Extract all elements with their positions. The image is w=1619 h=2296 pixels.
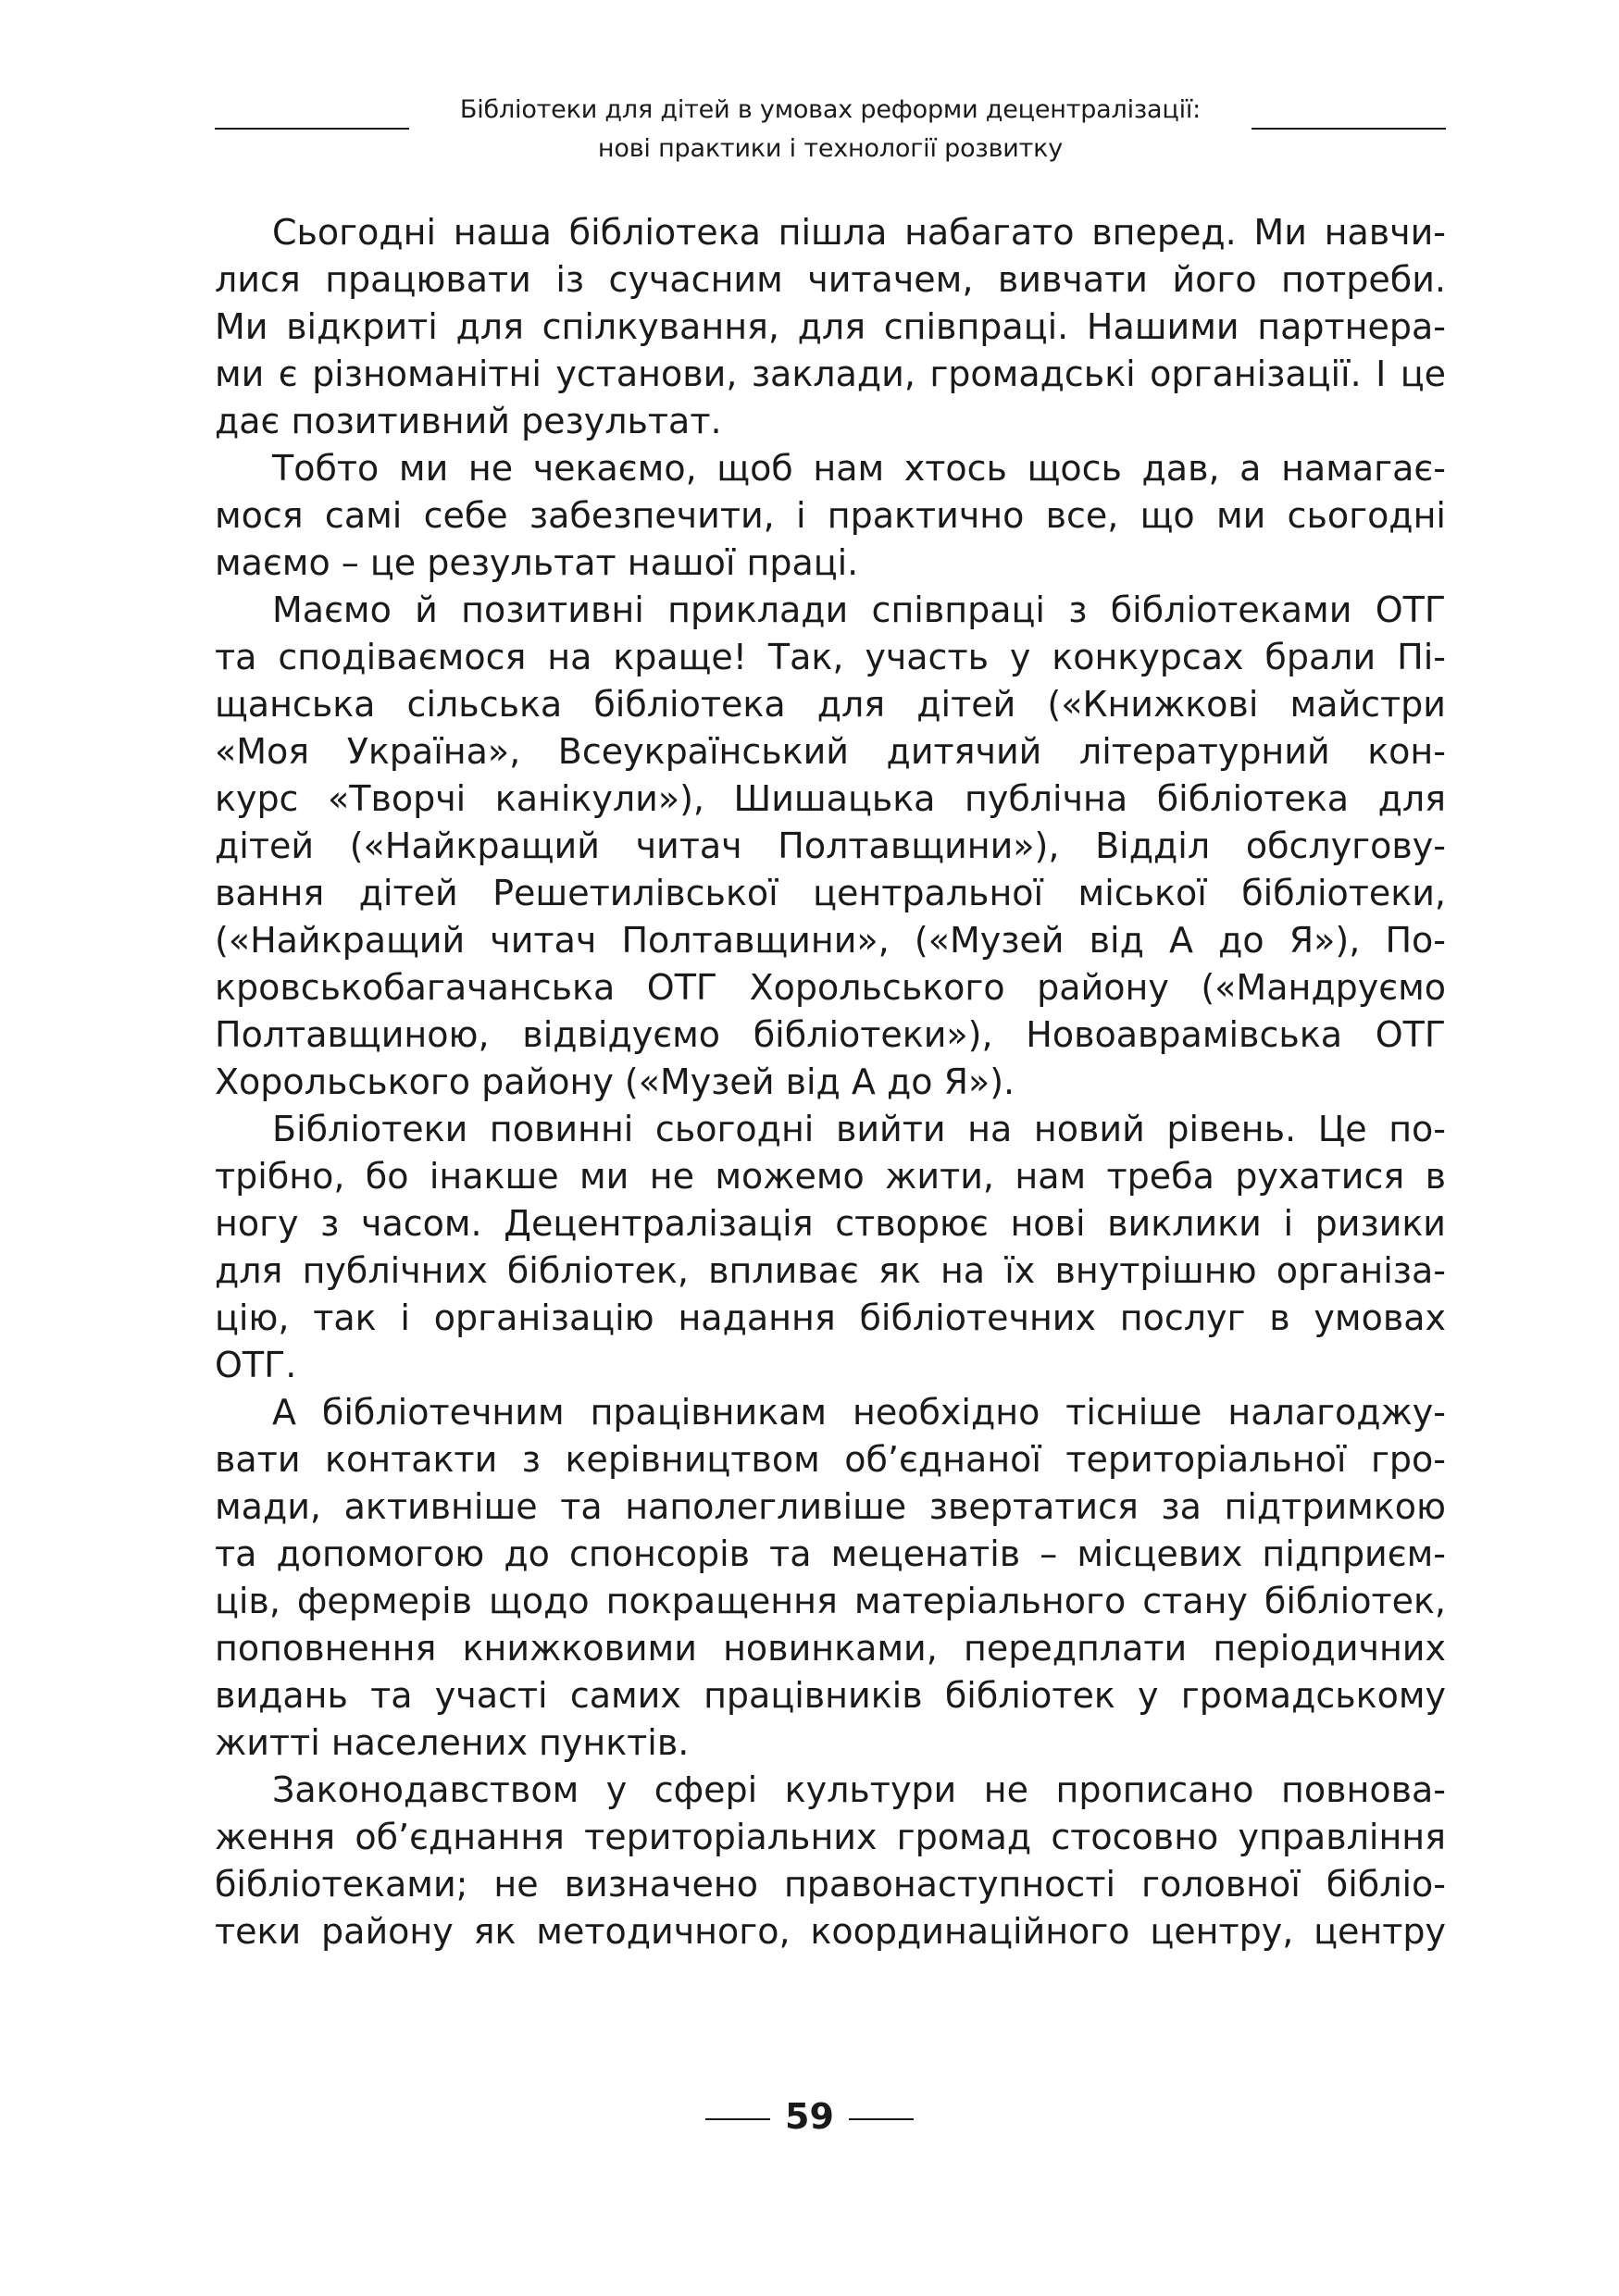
text-line: «Моя Україна», Всеукраїнський дитячий літературний кон- [215,731,1446,772]
text-line: кровськобагачанська ОТГ Хорольського району («Мандруємо [215,967,1446,1008]
text-line: Бібліотеки повинні сьогодні вийти на новий рівень. Це по- [272,1109,1446,1149]
text-line: Маємо й позитивні приклади співпраці з бібліотеками ОТГ [272,590,1446,630]
text-line: щанська сільська бібліотека для дітей («Книжкові майстри [215,684,1446,725]
text-line: видань та участі самих працівників бібліотек у громадському [215,1675,1446,1716]
paragraph [215,1389,1446,1767]
text-line: курс «Творчі канікули»), Шишацька публічна бібліотека для [215,778,1446,819]
text-line: маємо – це результат нашої праці. [215,542,859,583]
text-line: А бібліотечним працівникам необхідно тісніше налагоджу- [272,1392,1446,1433]
text-line: Сьогодні наша бібліотека пішла набагато вперед. Ми навчи- [272,212,1446,253]
text-line: Полтавщиною, відвідуємо бібліотеки»), Новоаврамівська ОТГ [215,1014,1446,1055]
footer-dash-left [705,2118,770,2120]
header-rule-right [1252,128,1446,130]
text-line: дає позитивний результат. [215,401,722,441]
text-line: Тобто ми не чекаємо, щоб нам хтось щось дав, а намагає- [272,448,1446,489]
paragraph [215,445,1446,587]
paragraph [215,1767,1446,1955]
text-line: цію, так і організацію надання бібліотечних послуг в умовах [215,1297,1446,1338]
paragraph [215,587,1446,1106]
page-number: 59 [785,2096,834,2137]
text-line: та допомогою до спонсорів та меценатів – місцевих підприєм- [215,1533,1446,1574]
text-line: вати контакти з керівництвом об’єднаної територіальної гро- [215,1439,1446,1480]
text-line: ми є різноманітні установи, заклади, громадські організації. І це [215,354,1446,394]
text-line: Законодавством у сфері культури не прописано повнова- [272,1769,1446,1810]
text-line: дітей («Найкращий читач Полтавщини»), Відділ обслугову- [215,825,1446,866]
text-line: лися працювати із сучасним читачем, вивчати його потреби. [215,259,1446,300]
text-line: трібно, бо інакше ми не можемо жити, нам треба рухатися в [215,1156,1446,1197]
running-header [215,91,1446,168]
text-line: мося самі себе забезпечити, і практично все, що ми сьогодні [215,495,1446,536]
text-line: теки району як методичного, координаційного центру, центру [215,1911,1446,1952]
text-line: та сподіваємося на краще! Так, участь у конкурсах брали Пі- [215,637,1446,677]
text-line: житті населених пунктів. [215,1722,690,1763]
body-text [215,209,1446,1955]
page-footer [0,2096,1619,2137]
text-line: поповнення книжковими новинками, передплати періодичних [215,1628,1446,1669]
header-rule-left [215,128,409,130]
header-title-line-1: Бібліотеки для дітей в умовах реформи децентралізації: [459,95,1202,124]
text-line: бібліотеками; не визначено правонаступності головної бібліо- [215,1864,1446,1905]
text-line: вання дітей Решетилівської центральної міської бібліотеки, [215,873,1446,913]
paragraph [215,209,1446,445]
text-line: ців, фермерів щодо покращення матеріального стану бібліотек, [215,1581,1446,1621]
text-line: («Найкращий читач Полтавщини», («Музей від А до Я»), По- [215,920,1446,961]
text-line: Ми відкриті для спілкування, для співпраці. Нашими партнера- [215,306,1446,347]
text-line: ногу з часом. Децентралізація створює нові виклики і ризики [215,1203,1446,1244]
text-line: ження об’єднання територіальних громад стосовно управління [215,1817,1446,1857]
text-line: Хорольського району («Музей від А до Я»). [215,1061,1015,1102]
footer-dash-right [849,2118,914,2120]
text-line: мади, активніше та наполегливіше звертатися за підтримкою [215,1486,1446,1527]
text-line: ОТГ. [215,1345,297,1385]
paragraph [215,1106,1446,1389]
header-title-line-2: нові практики і технології розвитку [597,134,1064,163]
text-line: для публічних бібліотек, впливає як на їх внутрішню організа- [215,1250,1446,1291]
